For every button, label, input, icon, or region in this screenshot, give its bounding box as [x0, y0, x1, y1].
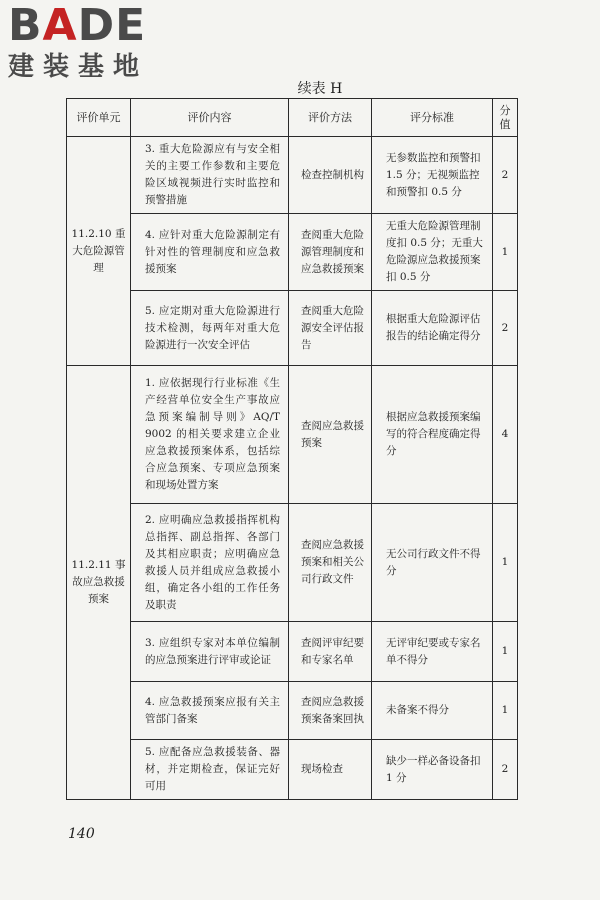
- criteria-cell: 根据应急救援预案编写的符合程度确定得分: [372, 366, 493, 504]
- header-content: 评价内容: [131, 99, 289, 137]
- logo-subtitle: 建装基地: [8, 52, 149, 82]
- table-row: [67, 214, 518, 291]
- content-cell: 3. 重大危险源应有与安全相关的主要工作参数和主要危险区域视频进行实时监控和预警措施: [131, 137, 289, 214]
- score-cell: 2: [493, 740, 518, 800]
- score-cell: 1: [493, 682, 518, 740]
- content-cell: 3. 应组织专家对本单位编制的应急预案进行评审或论证: [131, 622, 289, 682]
- content-cell: 2. 应明确应急救援指挥机构总指挥、副总指挥、各部门及其相应职责；应明确应急救援人员并组成应急救援小组，确定各小组的工作任务及职责: [131, 504, 289, 622]
- criteria-cell: 无参数监控和预警扣 1.5 分；无视频监控和预警扣 0.5 分: [372, 137, 493, 214]
- table-caption: 续表 H: [297, 81, 343, 97]
- page-number: 140: [68, 826, 95, 842]
- method-cell: 查阅评审纪要和专家名单: [289, 622, 372, 682]
- score-cell: 4: [493, 366, 518, 504]
- criteria-cell: 根据重大危险源评估报告的结论确定得分: [372, 291, 493, 366]
- score-cell: 2: [493, 137, 518, 214]
- unit-cell: 11.2.10 重大危险源管理: [67, 137, 131, 366]
- score-cell: 2: [493, 291, 518, 366]
- score-cell: 1: [493, 504, 518, 622]
- header-score: 分值: [493, 99, 518, 137]
- method-cell: 查阅应急救援预案和相关公司行政文件: [289, 504, 372, 622]
- table-row: [67, 366, 518, 504]
- criteria-cell: 无重大危险源管理制度扣 0.5 分；无重大危险源应急救援预案扣 0.5 分: [372, 214, 493, 291]
- method-cell: 查阅重大危险源管理制度和应急救援预案: [289, 214, 372, 291]
- content-cell: 1. 应依据现行行业标准《生产经营单位安全生产事故应急预案编制导则》AQ/T 9002 的相关要求建立企业应急救援预案体系，包括综合应急预案、专项应急预案和现场处置方案: [131, 366, 289, 504]
- table-row: [67, 622, 518, 682]
- content-cell: 4. 应急救援预案应报有关主管部门备案: [131, 682, 289, 740]
- criteria-cell: 无评审纪要或专家名单不得分: [372, 622, 493, 682]
- evaluation-table: [66, 98, 518, 800]
- table-row: [67, 137, 518, 214]
- method-cell: 查阅应急救援预案: [289, 366, 372, 504]
- method-cell: 现场检查: [289, 740, 372, 800]
- method-cell: 查阅重大危险源安全评估报告: [289, 291, 372, 366]
- table-row: [67, 740, 518, 800]
- method-cell: 查阅应急救援预案备案回执: [289, 682, 372, 740]
- criteria-cell: 缺少一样必备设备扣 1 分: [372, 740, 493, 800]
- logo: [8, 0, 183, 82]
- table-row: [67, 682, 518, 740]
- method-cell: 检查控制机构: [289, 137, 372, 214]
- header-criteria: 评分标准: [372, 99, 493, 137]
- table-header-row: [67, 99, 518, 137]
- content-cell: 4. 应针对重大危险源制定有针对性的管理制度和应急救援预案: [131, 214, 289, 291]
- content-cell: 5. 应配备应急救援装备、器材，并定期检查，保证完好可用: [131, 740, 289, 800]
- logo-wordmark: BADE: [8, 0, 147, 51]
- table-row: [67, 504, 518, 622]
- score-cell: 1: [493, 622, 518, 682]
- table-row: [67, 291, 518, 366]
- header-method: 评价方法: [289, 99, 372, 137]
- score-cell: 1: [493, 214, 518, 291]
- header-unit: 评价单元: [67, 99, 131, 137]
- unit-cell: 11.2.11 事故应急救援预案: [67, 366, 131, 800]
- criteria-cell: 未备案不得分: [372, 682, 493, 740]
- criteria-cell: 无公司行政文件不得分: [372, 504, 493, 622]
- content-cell: 5. 应定期对重大危险源进行技术检测，每两年对重大危险源进行一次安全评估: [131, 291, 289, 366]
